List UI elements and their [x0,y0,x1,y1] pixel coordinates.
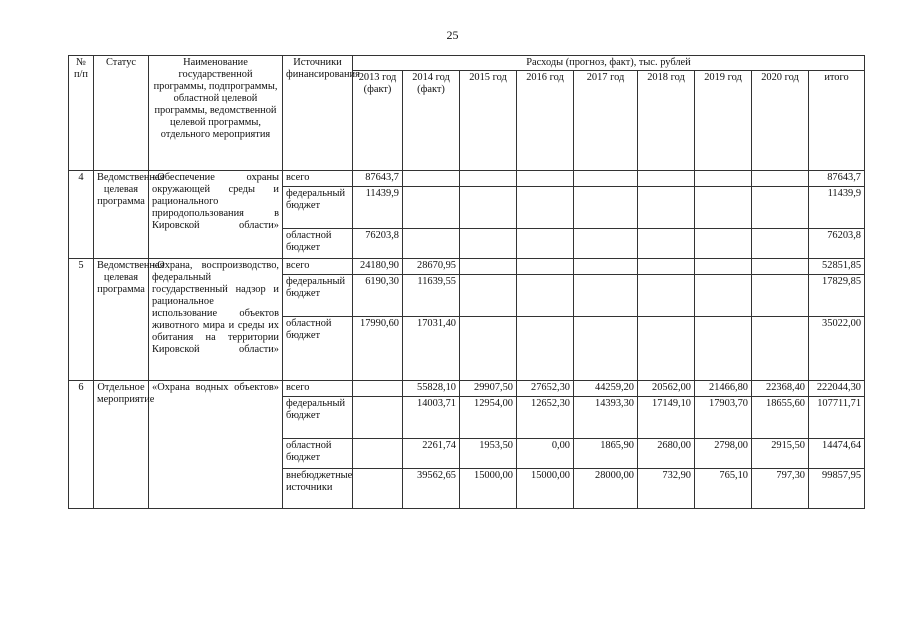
value-cell: 87643,7 [353,171,403,187]
value-cell [574,187,638,229]
row-status: Ведомственная целевая программа [94,171,149,259]
row-status: Ведомственная целевая программа [94,259,149,381]
value-cell: 17031,40 [403,317,460,381]
value-cell: 1953,50 [460,439,517,469]
value-cell: 14003,71 [403,397,460,439]
value-cell: 27652,30 [517,381,574,397]
row-status: Отдельное мероприятие [94,381,149,509]
source-label: всего [283,259,353,275]
value-cell [752,317,809,381]
header-name: Наименование государственной программы, подпрограммы, областной целевой программы, ведомственной целевой программы, отдельного мероприятия [149,56,283,171]
value-total: 14474,64 [809,439,865,469]
header-year: 2013 год (факт) [353,71,403,171]
value-cell: 24180,90 [353,259,403,275]
value-cell [460,259,517,275]
value-cell [638,275,695,317]
value-total: 99857,95 [809,469,865,509]
value-total: 76203,8 [809,229,865,259]
value-cell [574,275,638,317]
value-cell: 44259,20 [574,381,638,397]
row-name: «Охрана водных объектов» [149,381,283,509]
value-cell [638,171,695,187]
source-label: всего [283,381,353,397]
value-cell [460,275,517,317]
value-cell [517,229,574,259]
value-cell: 11639,55 [403,275,460,317]
value-cell: 0,00 [517,439,574,469]
row-number: 4 [69,171,94,259]
table-row [69,171,865,187]
value-cell [638,317,695,381]
value-cell [517,171,574,187]
value-cell [695,171,752,187]
value-cell: 2915,50 [752,439,809,469]
value-cell [695,229,752,259]
source-label: федеральный бюджет [283,275,353,317]
value-total: 87643,7 [809,171,865,187]
header-year: 2016 год [517,71,574,171]
value-cell [638,187,695,229]
value-cell: 11439,9 [353,187,403,229]
value-cell [695,275,752,317]
source-label: федеральный бюджет [283,397,353,439]
header-year: итого [809,71,865,171]
value-cell: 1865,90 [574,439,638,469]
value-cell: 797,30 [752,469,809,509]
header-year: 2019 год [695,71,752,171]
value-total: 222044,30 [809,381,865,397]
value-cell: 39562,65 [403,469,460,509]
value-cell: 14393,30 [574,397,638,439]
value-cell [574,317,638,381]
value-cell: 28670,95 [403,259,460,275]
value-cell: 22368,40 [752,381,809,397]
header-year: 2015 год [460,71,517,171]
value-cell [403,229,460,259]
header-year: 2018 год [638,71,695,171]
value-cell: 2261,74 [403,439,460,469]
value-total: 52851,85 [809,259,865,275]
value-cell [517,317,574,381]
header-year: 2014 год (факт) [403,71,460,171]
row-name: «Обеспечение охраны окружающей среды и рационального природопользования в Кировской области» [149,171,283,259]
value-cell: 18655,60 [752,397,809,439]
value-cell [460,317,517,381]
value-cell [752,229,809,259]
table-row [69,259,865,275]
table-body [69,171,865,509]
value-cell [517,187,574,229]
header-num: № п/п [69,56,94,171]
value-cell: 12954,00 [460,397,517,439]
row-number: 5 [69,259,94,381]
value-total: 11439,9 [809,187,865,229]
value-cell: 55828,10 [403,381,460,397]
value-cell: 21466,80 [695,381,752,397]
value-cell [460,187,517,229]
value-cell: 20562,00 [638,381,695,397]
row-number: 6 [69,381,94,509]
table-header [69,56,865,171]
source-label: областной бюджет [283,317,353,381]
table-row [69,381,865,397]
value-cell: 15000,00 [460,469,517,509]
header-expenses: Расходы (прогноз, факт), тыс. рублей [353,56,865,71]
value-cell [752,259,809,275]
value-cell: 15000,00 [517,469,574,509]
value-cell [460,171,517,187]
value-cell [460,229,517,259]
source-label: всего [283,171,353,187]
value-cell [353,397,403,439]
value-cell [517,275,574,317]
value-cell: 732,90 [638,469,695,509]
value-cell [353,439,403,469]
value-cell [574,259,638,275]
value-cell: 76203,8 [353,229,403,259]
value-cell: 17149,10 [638,397,695,439]
header-year: 2020 год [752,71,809,171]
source-label: федеральный бюджет [283,187,353,229]
value-cell [353,381,403,397]
source-label: областной бюджет [283,439,353,469]
value-cell [752,275,809,317]
budget-table [68,55,865,509]
value-cell: 12652,30 [517,397,574,439]
value-cell: 29907,50 [460,381,517,397]
value-total: 35022,00 [809,317,865,381]
value-cell [695,259,752,275]
value-cell [752,171,809,187]
source-label: внебюджетные источники [283,469,353,509]
value-cell: 2798,00 [695,439,752,469]
value-cell [695,187,752,229]
value-total: 107711,71 [809,397,865,439]
value-cell [517,259,574,275]
row-name: «Охрана, воспроизводство, федеральный государственный надзор и рациональное использование объектов животного мира и среды их обитания на территории Кировской области» [149,259,283,381]
value-cell: 765,10 [695,469,752,509]
value-cell [638,229,695,259]
value-cell: 2680,00 [638,439,695,469]
value-cell [574,171,638,187]
value-cell [638,259,695,275]
value-cell [353,469,403,509]
value-cell: 17990,60 [353,317,403,381]
source-label: областной бюджет [283,229,353,259]
value-cell [752,187,809,229]
value-cell [403,171,460,187]
header-year: 2017 год [574,71,638,171]
value-cell [403,187,460,229]
value-cell [574,229,638,259]
page-number: 25 [446,28,459,42]
value-cell: 28000,00 [574,469,638,509]
value-cell: 17903,70 [695,397,752,439]
value-total: 17829,85 [809,275,865,317]
value-cell [695,317,752,381]
header-status: Статус [94,56,149,171]
header-source: Источники финансирования [283,56,353,171]
value-cell: 6190,30 [353,275,403,317]
